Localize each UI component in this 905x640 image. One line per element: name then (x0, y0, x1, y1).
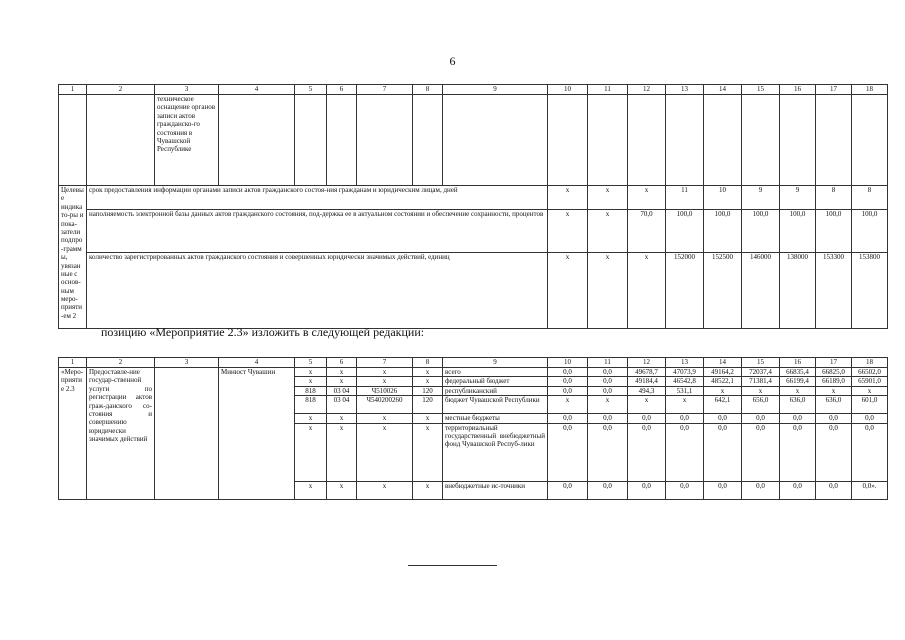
funding-value: 0,0 (704, 481, 742, 499)
funding-value: 66189,0 (816, 377, 852, 386)
column-number: 12 (628, 85, 666, 95)
column-number: 16 (780, 85, 816, 95)
column-number: 17 (816, 358, 852, 368)
funding-value: 0,0 (548, 368, 588, 377)
funding-value: 0,0 (852, 414, 888, 423)
column-number: 9 (443, 85, 548, 95)
column-number: 13 (666, 358, 704, 368)
indicator-value: 152500 (704, 252, 742, 328)
funding-value: 0,0 (780, 423, 816, 481)
funding-value: х (780, 386, 816, 395)
indicator-value: 9 (742, 186, 780, 210)
funding-value: 49184,4 (628, 377, 666, 386)
funding-value: 0,0 (628, 414, 666, 423)
budget-code: 03 04 (327, 396, 357, 414)
column-number: 8 (413, 85, 443, 95)
budget-code: х (357, 377, 413, 386)
page-number: 6 (449, 54, 456, 68)
column-number: 11 (588, 85, 628, 95)
indicator-value: х (588, 186, 628, 210)
funding-value: 0,0 (780, 481, 816, 499)
funding-value: 49164,2 (704, 368, 742, 377)
funding-value: 0,0 (816, 423, 852, 481)
funding-value: х (742, 386, 780, 395)
funding-value: 71381,4 (742, 377, 780, 386)
indicator-value: х (548, 252, 588, 328)
column-number: 16 (780, 358, 816, 368)
column-number: 13 (666, 85, 704, 95)
indicator-value: 8 (816, 186, 852, 210)
funding-value: 0,0 (548, 414, 588, 423)
funding-value: 0,0 (816, 414, 852, 423)
column-number: 14 (704, 85, 742, 95)
budget-code: х (413, 423, 443, 481)
funding-value: 0,0 (588, 414, 628, 423)
technical-row (59, 95, 888, 186)
funding-value: 0,0 (628, 423, 666, 481)
indicator-value: 9 (780, 186, 816, 210)
funding-value: 0,0 (704, 423, 742, 481)
budget-code: х (357, 481, 413, 499)
funding-source: всего (443, 368, 548, 377)
funding-value: х (548, 396, 588, 414)
funding-value: х (704, 386, 742, 395)
funding-source: внебюджетные ис-точники (443, 481, 548, 499)
funding-value: 0,0 (742, 481, 780, 499)
column-number: 7 (357, 358, 413, 368)
column-number: 3 (155, 358, 219, 368)
funding-value: 46542,8 (666, 377, 704, 386)
funding-value: 0,0 (742, 414, 780, 423)
funding-value: 642,1 (704, 396, 742, 414)
funding-value: 49678,7 (628, 368, 666, 377)
indicators-label: Целевые индикато-ры и пока-затели подпро-граммы, увязанные с основ-ным меро-прияти-ем 2 (59, 186, 87, 329)
funding-value: 0,0 (548, 423, 588, 481)
column-number: 1 (59, 85, 87, 95)
funding-value: 0,0 (588, 368, 628, 377)
funding-value: 601,0 (852, 396, 888, 414)
section-caption: позицию «Мероприятие 2.3» изложить в следующей редакции: (101, 325, 425, 339)
column-number: 15 (742, 358, 780, 368)
indicator-text: наполняемость электронной базы данных актов гражданского состояния, под-держка ее в актуальном состоянии и обеспечение сохранности, процентов (87, 210, 548, 253)
funding-value: 72037,4 (742, 368, 780, 377)
budget-code: х (295, 423, 327, 481)
indicator-text: срок предоставления информации органами записи актов гражданского состоя-ния гражданам и юридическим лицам, дней (87, 186, 548, 210)
measure-table (58, 357, 888, 500)
funding-value: 0,0 (588, 481, 628, 499)
column-number: 9 (443, 358, 548, 368)
funding-value: 48522,1 (704, 377, 742, 386)
funding-value: 0,0 (666, 423, 704, 481)
budget-code: 120 (413, 396, 443, 414)
funding-value: х (816, 386, 852, 395)
budget-code: х (327, 481, 357, 499)
column-number-row (59, 85, 888, 95)
budget-code: х (413, 368, 443, 377)
column-number: 18 (852, 358, 888, 368)
funding-value: 0,0 (852, 423, 888, 481)
funding-value: 0,0 (742, 423, 780, 481)
indicator-value: 8 (852, 186, 888, 210)
indicator-value: 138000 (780, 252, 816, 328)
indicator-value: х (548, 186, 588, 210)
column-number: 4 (219, 358, 295, 368)
column-number: 14 (704, 358, 742, 368)
funding-value: х (852, 386, 888, 395)
column-number: 12 (628, 358, 666, 368)
funding-value: 0,0 (666, 414, 704, 423)
budget-code: х (413, 481, 443, 499)
indicator-value: 152000 (666, 252, 704, 328)
indicator-value: 100,0 (742, 210, 780, 253)
indicator-row (59, 252, 888, 328)
indicator-value: 153800 (852, 252, 888, 328)
funding-source: федеральный бюджет (443, 377, 548, 386)
budget-code: х (413, 414, 443, 423)
measure-description: Предоставле-ние государ-ственной услуги по регистрации актов граж-данского со-стояния и совершению юридически значимых действий (87, 368, 155, 500)
funding-value: 0,0 (548, 481, 588, 499)
budget-code: Ч510026 (357, 386, 413, 395)
technical-text: техническое оснащение органов записи актов гражданско-го состояния в Чувашской Республике (155, 95, 219, 186)
funding-value: 636,0 (780, 396, 816, 414)
indicator-value: 100,0 (666, 210, 704, 253)
funding-value: 66835,4 (780, 368, 816, 377)
funding-value: 66199,4 (780, 377, 816, 386)
budget-code: х (327, 423, 357, 481)
funding-value: 0,0 (704, 414, 742, 423)
budget-code: х (295, 414, 327, 423)
funding-value: 47073,9 (666, 368, 704, 377)
budget-code: Ч540200260 (357, 396, 413, 414)
measure-label: «Меро-приятие 2.3 (59, 368, 87, 500)
budget-code: х (357, 368, 413, 377)
funding-value: 0,0 (816, 481, 852, 499)
funding-value: 0,0 (588, 377, 628, 386)
column-number: 5 (295, 358, 327, 368)
indicator-value: 146000 (742, 252, 780, 328)
budget-code: 818 (295, 396, 327, 414)
column-number: 6 (327, 85, 357, 95)
footer-rule (408, 565, 497, 566)
indicator-row (59, 186, 888, 210)
column-number: 1 (59, 358, 87, 368)
indicator-value: 100,0 (816, 210, 852, 253)
column-number: 10 (548, 358, 588, 368)
funding-value: 0,0 (666, 481, 704, 499)
indicator-row (59, 210, 888, 253)
column-number: 7 (357, 85, 413, 95)
column-number: 11 (588, 358, 628, 368)
indicator-value: 100,0 (852, 210, 888, 253)
funding-source: территориальный государственный внебюджетный фонд Чувашской Респуб-лики (443, 423, 548, 481)
budget-code: х (327, 377, 357, 386)
column-number: 18 (852, 85, 888, 95)
funding-value: х (666, 396, 704, 414)
indicator-value: 10 (704, 186, 742, 210)
funding-value: 636,0 (816, 396, 852, 414)
responsible-executor: Минюст Чувашии (219, 368, 295, 500)
budget-code: х (357, 414, 413, 423)
financing-row (59, 368, 888, 377)
funding-value: х (588, 396, 628, 414)
funding-source: бюджет Чувашской Республики (443, 396, 548, 414)
indicator-value: х (628, 186, 666, 210)
budget-code: х (295, 368, 327, 377)
indicator-value: 100,0 (780, 210, 816, 253)
funding-value: 0,0 (548, 377, 588, 386)
indicator-value: 100,0 (704, 210, 742, 253)
indicators-table (58, 84, 888, 329)
indicator-value: х (548, 210, 588, 253)
indicator-value: 11 (666, 186, 704, 210)
measure-empty-cell (155, 368, 219, 500)
indicator-text: количество зарегистрированных актов гражданского состояния и совершенных юридически значимых действий, единиц (87, 252, 548, 328)
column-number: 4 (219, 85, 295, 95)
budget-code: 818 (295, 386, 327, 395)
column-number: 5 (295, 85, 327, 95)
funding-value: 531,1 (666, 386, 704, 395)
column-number: 2 (87, 85, 155, 95)
indicator-value: х (628, 252, 666, 328)
funding-source: республиканский (443, 386, 548, 395)
funding-value: 0,0 (588, 423, 628, 481)
column-number: 10 (548, 85, 588, 95)
budget-code: х (295, 377, 327, 386)
indicator-value: х (588, 252, 628, 328)
column-number: 15 (742, 85, 780, 95)
funding-value: 0,0 (548, 386, 588, 395)
indicator-value: х (588, 210, 628, 253)
funding-value: 66825,0 (816, 368, 852, 377)
budget-code: х (295, 481, 327, 499)
funding-value: х (628, 396, 666, 414)
funding-value: 0,0». (852, 481, 888, 499)
column-number: 2 (87, 358, 155, 368)
budget-code: 03 04 (327, 386, 357, 395)
budget-code: х (413, 377, 443, 386)
funding-value: 0,0 (628, 481, 666, 499)
indicator-value: 153300 (816, 252, 852, 328)
funding-value: 656,0 (742, 396, 780, 414)
funding-value: 0,0 (780, 414, 816, 423)
budget-code: х (357, 423, 413, 481)
budget-code: х (327, 414, 357, 423)
funding-value: 65901,0 (852, 377, 888, 386)
column-number-row (59, 358, 888, 368)
indicator-value: 70,0 (628, 210, 666, 253)
column-number: 3 (155, 85, 219, 95)
column-number: 17 (816, 85, 852, 95)
funding-value: 494,3 (628, 386, 666, 395)
funding-value: 0,0 (588, 386, 628, 395)
funding-source: местные бюджеты (443, 414, 548, 423)
budget-code: 120 (413, 386, 443, 395)
budget-code: х (327, 368, 357, 377)
column-number: 8 (413, 358, 443, 368)
column-number: 6 (327, 358, 357, 368)
funding-value: 66502,0 (852, 368, 888, 377)
